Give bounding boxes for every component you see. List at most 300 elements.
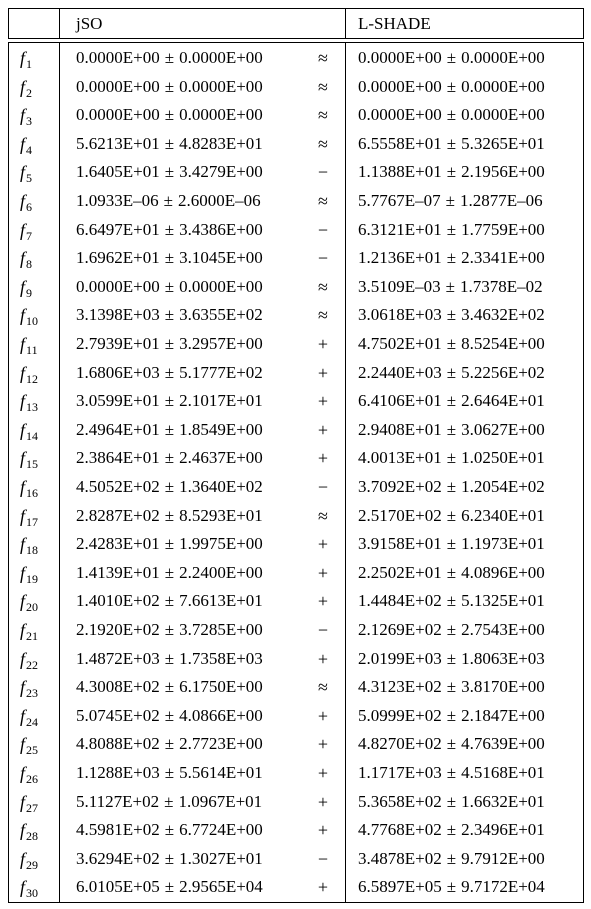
plus-minus-sign: ± — [164, 591, 175, 610]
lshade-result — [358, 877, 545, 897]
lshade-std: 4.0896E+00 — [461, 563, 545, 582]
function-index: 4 — [26, 143, 33, 157]
function-index: 29 — [26, 858, 39, 872]
comparison-cell — [310, 277, 336, 297]
function-symbol: f — [20, 591, 26, 611]
lshade-std: 2.7543E+00 — [461, 620, 545, 639]
lshade-std: 1.7378E–02 — [459, 277, 543, 296]
lshade-std: 3.0627E+00 — [461, 420, 545, 439]
lshade-mean: 6.4106E+01 — [358, 391, 442, 410]
function-label — [20, 706, 38, 728]
plus-minus-sign: ± — [164, 48, 175, 67]
comparison-cell — [310, 820, 336, 840]
comparison-symbol: − — [317, 162, 329, 182]
function-label — [20, 677, 38, 699]
function-symbol: f — [20, 277, 26, 297]
function-label — [20, 105, 32, 127]
plus-minus-sign: ± — [446, 620, 457, 639]
jso-result — [76, 105, 263, 125]
comparison-symbol: + — [317, 391, 329, 411]
lshade-result — [358, 734, 545, 754]
jso-std: 7.6613E+01 — [179, 591, 263, 610]
plus-minus-sign: ± — [446, 706, 457, 725]
plus-minus-sign: ± — [446, 506, 457, 525]
function-index: 17 — [26, 515, 39, 529]
body-col-divider-1 — [59, 42, 60, 903]
jso-result — [76, 448, 263, 468]
lshade-mean: 6.3121E+01 — [358, 220, 442, 239]
lshade-mean: 1.1717E+03 — [358, 763, 442, 782]
header-bottom-rule — [8, 38, 584, 39]
jso-mean: 2.3864E+01 — [76, 448, 160, 467]
comparison-cell — [310, 563, 336, 583]
comparison-symbol: + — [317, 877, 329, 897]
comparison-cell — [310, 734, 336, 754]
jso-mean: 1.6806E+03 — [76, 363, 160, 382]
lshade-result — [358, 334, 545, 354]
plus-minus-sign: ± — [446, 248, 457, 267]
function-symbol: f — [20, 649, 26, 669]
lshade-std: 2.6464E+01 — [461, 391, 545, 410]
jso-std: 6.7724E+00 — [179, 820, 263, 839]
jso-mean: 3.0599E+01 — [76, 391, 160, 410]
plus-minus-sign: ± — [446, 105, 457, 124]
function-label — [20, 248, 32, 270]
lshade-mean: 3.0618E+03 — [358, 305, 442, 324]
jso-mean: 1.1288E+03 — [76, 763, 160, 782]
function-symbol: f — [20, 792, 26, 812]
lshade-result — [358, 220, 545, 240]
function-index: 10 — [26, 314, 39, 328]
jso-result — [76, 420, 263, 440]
function-symbol: f — [20, 48, 26, 68]
function-index: 15 — [26, 457, 39, 471]
plus-minus-sign: ± — [164, 677, 175, 696]
jso-result — [76, 77, 263, 97]
lshade-result — [358, 591, 545, 611]
plus-minus-sign: ± — [164, 391, 175, 410]
lshade-result — [358, 391, 545, 411]
plus-minus-sign: ± — [164, 849, 175, 868]
function-index: 21 — [26, 629, 39, 643]
function-label — [20, 420, 38, 442]
lshade-result — [358, 477, 545, 497]
jso-result — [76, 277, 263, 297]
lshade-mean: 3.9158E+01 — [358, 534, 442, 553]
comparison-symbol: + — [317, 591, 329, 611]
lshade-result — [358, 763, 545, 783]
comparison-symbol: + — [317, 363, 329, 383]
lshade-std: 9.7912E+00 — [461, 849, 545, 868]
plus-minus-sign: ± — [446, 220, 457, 239]
function-symbol: f — [20, 820, 26, 840]
plus-minus-sign: ± — [164, 477, 175, 496]
plus-minus-sign: ± — [446, 792, 457, 811]
jso-mean: 3.1398E+03 — [76, 305, 160, 324]
jso-mean: 2.8287E+02 — [76, 506, 160, 525]
plus-minus-sign: ± — [446, 391, 457, 410]
lshade-result — [358, 420, 545, 440]
function-index: 27 — [26, 801, 39, 815]
comparison-symbol: + — [317, 563, 329, 583]
plus-minus-sign: ± — [164, 277, 175, 296]
plus-minus-sign: ± — [164, 134, 175, 153]
plus-minus-sign: ± — [164, 763, 175, 782]
comparison-symbol: − — [317, 220, 329, 240]
lshade-result — [358, 820, 545, 840]
function-label — [20, 849, 38, 871]
plus-minus-sign: ± — [446, 305, 457, 324]
comparison-cell — [310, 48, 336, 68]
jso-std: 2.2400E+00 — [179, 563, 263, 582]
comparison-cell — [310, 220, 336, 240]
lshade-result — [358, 77, 545, 97]
jso-std: 0.0000E+00 — [179, 105, 263, 124]
body-right-border — [583, 42, 584, 903]
jso-result — [76, 305, 263, 325]
function-symbol: f — [20, 248, 26, 268]
plus-minus-sign: ± — [446, 563, 457, 582]
lshade-result — [358, 849, 545, 869]
function-index: 30 — [26, 886, 39, 900]
jso-mean: 2.4283E+01 — [76, 534, 160, 553]
comparison-symbol: ≈ — [318, 191, 328, 211]
jso-mean: 2.7939E+01 — [76, 334, 160, 353]
lshade-std: 1.7759E+00 — [461, 220, 545, 239]
header-lshade: L-SHADE — [358, 14, 431, 33]
jso-std: 3.4279E+00 — [179, 162, 263, 181]
comparison-symbol: ≈ — [318, 506, 328, 526]
plus-minus-sign: ± — [446, 477, 457, 496]
lshade-mean: 2.0199E+03 — [358, 649, 442, 668]
plus-minus-sign: ± — [164, 706, 175, 725]
function-symbol: f — [20, 77, 26, 97]
jso-result — [76, 534, 263, 554]
function-symbol: f — [20, 448, 26, 468]
comparison-symbol: ≈ — [318, 305, 328, 325]
lshade-result — [358, 162, 545, 182]
function-label — [20, 363, 38, 385]
lshade-mean: 6.5558E+01 — [358, 134, 442, 153]
jso-result — [76, 191, 261, 211]
function-symbol: f — [20, 763, 26, 783]
comparison-symbol: − — [317, 620, 329, 640]
lshade-result — [358, 363, 545, 383]
lshade-std: 5.3265E+01 — [461, 134, 545, 153]
comparison-cell — [310, 391, 336, 411]
lshade-std: 2.1956E+00 — [461, 162, 545, 181]
function-index: 18 — [26, 543, 39, 557]
function-symbol: f — [20, 734, 26, 754]
lshade-mean: 3.5109E–03 — [358, 277, 441, 296]
lshade-std: 0.0000E+00 — [461, 48, 545, 67]
function-symbol: f — [20, 105, 26, 125]
plus-minus-sign: ± — [164, 820, 175, 839]
comparison-cell — [310, 506, 336, 526]
function-index: 8 — [26, 257, 33, 271]
lshade-result — [358, 48, 545, 68]
function-label — [20, 305, 38, 327]
lshade-mean: 3.7092E+02 — [358, 477, 442, 496]
jso-std: 4.8283E+01 — [179, 134, 263, 153]
jso-std: 5.5614E+01 — [179, 763, 263, 782]
function-index: 20 — [26, 600, 39, 614]
plus-minus-sign: ± — [164, 649, 175, 668]
lshade-result — [358, 277, 543, 297]
jso-result — [76, 677, 263, 697]
function-symbol: f — [20, 363, 26, 383]
plus-minus-sign: ± — [164, 420, 175, 439]
header-jso: jSO — [76, 14, 103, 33]
function-label — [20, 448, 38, 470]
jso-mean: 4.3008E+02 — [76, 677, 160, 696]
comparison-cell — [310, 420, 336, 440]
lshade-std: 5.2256E+02 — [461, 363, 545, 382]
jso-result — [76, 649, 263, 669]
comparison-cell — [310, 305, 336, 325]
lshade-result — [358, 677, 545, 697]
lshade-mean: 4.3123E+02 — [358, 677, 442, 696]
plus-minus-sign: ± — [446, 534, 457, 553]
jso-std: 3.6355E+02 — [179, 305, 263, 324]
function-label — [20, 534, 38, 556]
plus-minus-sign: ± — [446, 877, 457, 896]
function-label — [20, 191, 32, 213]
function-index: 12 — [26, 372, 39, 386]
lshade-std: 1.2877E–06 — [459, 191, 543, 210]
function-symbol: f — [20, 420, 26, 440]
function-label — [20, 391, 38, 413]
jso-result — [76, 820, 263, 840]
lshade-result — [358, 620, 545, 640]
lshade-mean: 2.2440E+03 — [358, 363, 442, 382]
plus-minus-sign: ± — [164, 734, 175, 753]
jso-std: 2.7723E+00 — [179, 734, 263, 753]
jso-result — [76, 792, 262, 812]
jso-result — [76, 134, 263, 154]
jso-std: 1.3027E+01 — [179, 849, 263, 868]
plus-minus-sign: ± — [445, 191, 455, 210]
comparison-cell — [310, 363, 336, 383]
jso-mean: 5.1127E+02 — [76, 792, 160, 811]
function-index: 2 — [26, 86, 33, 100]
lshade-std: 6.2340E+01 — [461, 506, 545, 525]
plus-minus-sign: ± — [164, 563, 175, 582]
function-symbol: f — [20, 162, 26, 182]
plus-minus-sign: ± — [446, 448, 457, 467]
jso-std: 1.0967E+01 — [178, 792, 263, 811]
plus-minus-sign: ± — [164, 248, 175, 267]
comparison-cell — [310, 477, 336, 497]
comparison-symbol: + — [317, 706, 329, 726]
lshade-mean: 4.7502E+01 — [358, 334, 442, 353]
function-label — [20, 820, 38, 842]
plus-minus-sign: ± — [446, 162, 457, 181]
jso-std: 3.7285E+00 — [179, 620, 263, 639]
plus-minus-sign: ± — [164, 792, 174, 811]
plus-minus-sign: ± — [164, 77, 175, 96]
jso-mean: 1.4139E+01 — [76, 563, 160, 582]
function-label — [20, 334, 38, 356]
jso-result — [76, 477, 263, 497]
jso-result — [76, 734, 263, 754]
comparison-symbol: ≈ — [318, 677, 328, 697]
function-label — [20, 277, 32, 299]
lshade-result — [358, 305, 545, 325]
comparison-cell — [310, 248, 336, 268]
jso-std: 4.0866E+00 — [179, 706, 263, 725]
lshade-std: 1.8063E+03 — [461, 649, 545, 668]
comparison-cell — [310, 134, 336, 154]
header-left-border — [8, 8, 9, 39]
function-index: 26 — [26, 772, 39, 786]
lshade-mean: 3.4878E+02 — [358, 849, 442, 868]
comparison-symbol: − — [317, 849, 329, 869]
function-index: 5 — [26, 171, 33, 185]
plus-minus-sign: ± — [446, 763, 457, 782]
function-index: 22 — [26, 658, 39, 672]
function-symbol: f — [20, 220, 26, 240]
comparison-cell — [310, 105, 336, 125]
jso-result — [76, 248, 263, 268]
comparison-symbol: + — [317, 334, 329, 354]
header-top-rule — [8, 8, 584, 9]
function-index: 3 — [26, 114, 33, 128]
plus-minus-sign: ± — [446, 48, 457, 67]
plus-minus-sign: ± — [163, 191, 173, 210]
comparison-symbol: ≈ — [318, 134, 328, 154]
comparison-cell — [310, 77, 336, 97]
comparison-symbol: ≈ — [318, 48, 328, 68]
plus-minus-sign: ± — [164, 448, 175, 467]
function-label — [20, 620, 38, 642]
comparison-symbol: + — [317, 763, 329, 783]
comparison-cell — [310, 792, 336, 812]
lshade-std: 5.1325E+01 — [461, 591, 545, 610]
function-label — [20, 877, 38, 899]
header-col-divider-1 — [59, 8, 60, 39]
function-symbol: f — [20, 305, 26, 325]
comparison-symbol: + — [317, 420, 329, 440]
function-index: 13 — [26, 400, 39, 414]
jso-std: 8.5293E+01 — [179, 506, 263, 525]
function-label — [20, 77, 32, 99]
jso-mean: 0.0000E+00 — [76, 105, 160, 124]
lshade-std: 4.7639E+00 — [461, 734, 545, 753]
function-index: 19 — [26, 572, 39, 586]
plus-minus-sign: ± — [164, 363, 175, 382]
function-label — [20, 162, 32, 184]
plus-minus-sign: ± — [446, 363, 457, 382]
jso-mean: 1.6962E+01 — [76, 248, 160, 267]
jso-result — [76, 706, 263, 726]
comparison-symbol: + — [317, 534, 329, 554]
comparison-cell — [310, 677, 336, 697]
plus-minus-sign: ± — [446, 734, 457, 753]
lshade-mean: 2.9408E+01 — [358, 420, 442, 439]
jso-result — [76, 563, 263, 583]
lshade-std: 1.2054E+02 — [461, 477, 545, 496]
comparison-symbol: ≈ — [318, 277, 328, 297]
function-symbol: f — [20, 534, 26, 554]
function-symbol: f — [20, 620, 26, 640]
jso-std: 1.7358E+03 — [179, 649, 263, 668]
function-symbol: f — [20, 877, 26, 897]
lshade-result — [358, 248, 545, 268]
plus-minus-sign: ± — [164, 534, 175, 553]
plus-minus-sign: ± — [164, 506, 175, 525]
function-index: 1 — [26, 57, 33, 71]
plus-minus-sign: ± — [164, 220, 175, 239]
function-label — [20, 48, 32, 70]
lshade-mean: 1.4484E+02 — [358, 591, 442, 610]
header-col-divider-2 — [345, 8, 346, 39]
lshade-result — [358, 534, 545, 554]
lshade-mean: 5.3658E+02 — [358, 792, 442, 811]
jso-std: 3.1045E+00 — [179, 248, 263, 267]
comparison-cell — [310, 763, 336, 783]
jso-mean: 6.6497E+01 — [76, 220, 160, 239]
jso-mean: 5.6213E+01 — [76, 134, 160, 153]
jso-std: 1.9975E+00 — [179, 534, 263, 553]
jso-mean: 0.0000E+00 — [76, 48, 160, 67]
lshade-result — [358, 563, 545, 583]
comparison-cell — [310, 334, 336, 354]
comparison-cell — [310, 849, 336, 869]
lshade-mean: 6.5897E+05 — [358, 877, 442, 896]
jso-std: 0.0000E+00 — [179, 277, 263, 296]
comparison-symbol: ≈ — [318, 77, 328, 97]
comparison-cell — [310, 448, 336, 468]
comparison-cell — [310, 706, 336, 726]
jso-std: 1.8549E+00 — [179, 420, 263, 439]
function-symbol: f — [20, 391, 26, 411]
function-index: 14 — [26, 429, 39, 443]
function-index: 6 — [26, 200, 33, 214]
lshade-mean: 1.2136E+01 — [358, 248, 442, 267]
lshade-std: 2.1847E+00 — [461, 706, 545, 725]
plus-minus-sign: ± — [446, 677, 457, 696]
body-col-divider-2 — [345, 42, 346, 903]
jso-result — [76, 48, 263, 68]
comparison-symbol: − — [317, 477, 329, 497]
lshade-mean: 4.0013E+01 — [358, 448, 442, 467]
lshade-std: 2.3496E+01 — [461, 820, 545, 839]
lshade-result — [358, 792, 545, 812]
function-index: 16 — [26, 486, 39, 500]
lshade-std: 1.6632E+01 — [461, 792, 545, 811]
function-index: 23 — [26, 686, 39, 700]
function-symbol: f — [20, 563, 26, 583]
function-index: 24 — [26, 715, 39, 729]
jso-result — [76, 849, 263, 869]
lshade-mean: 1.1388E+01 — [358, 162, 442, 181]
lshade-mean: 4.7768E+02 — [358, 820, 442, 839]
function-label — [20, 506, 38, 528]
function-label — [20, 734, 38, 756]
jso-result — [76, 763, 263, 783]
lshade-result — [358, 506, 545, 526]
comparison-symbol: + — [317, 734, 329, 754]
lshade-std: 8.5254E+00 — [461, 334, 545, 353]
jso-std: 2.9565E+04 — [179, 877, 263, 896]
function-label — [20, 563, 38, 585]
function-label — [20, 591, 38, 613]
function-label — [20, 220, 32, 242]
function-symbol: f — [20, 334, 26, 354]
comparison-symbol: + — [317, 448, 329, 468]
lshade-mean: 0.0000E+00 — [358, 77, 442, 96]
